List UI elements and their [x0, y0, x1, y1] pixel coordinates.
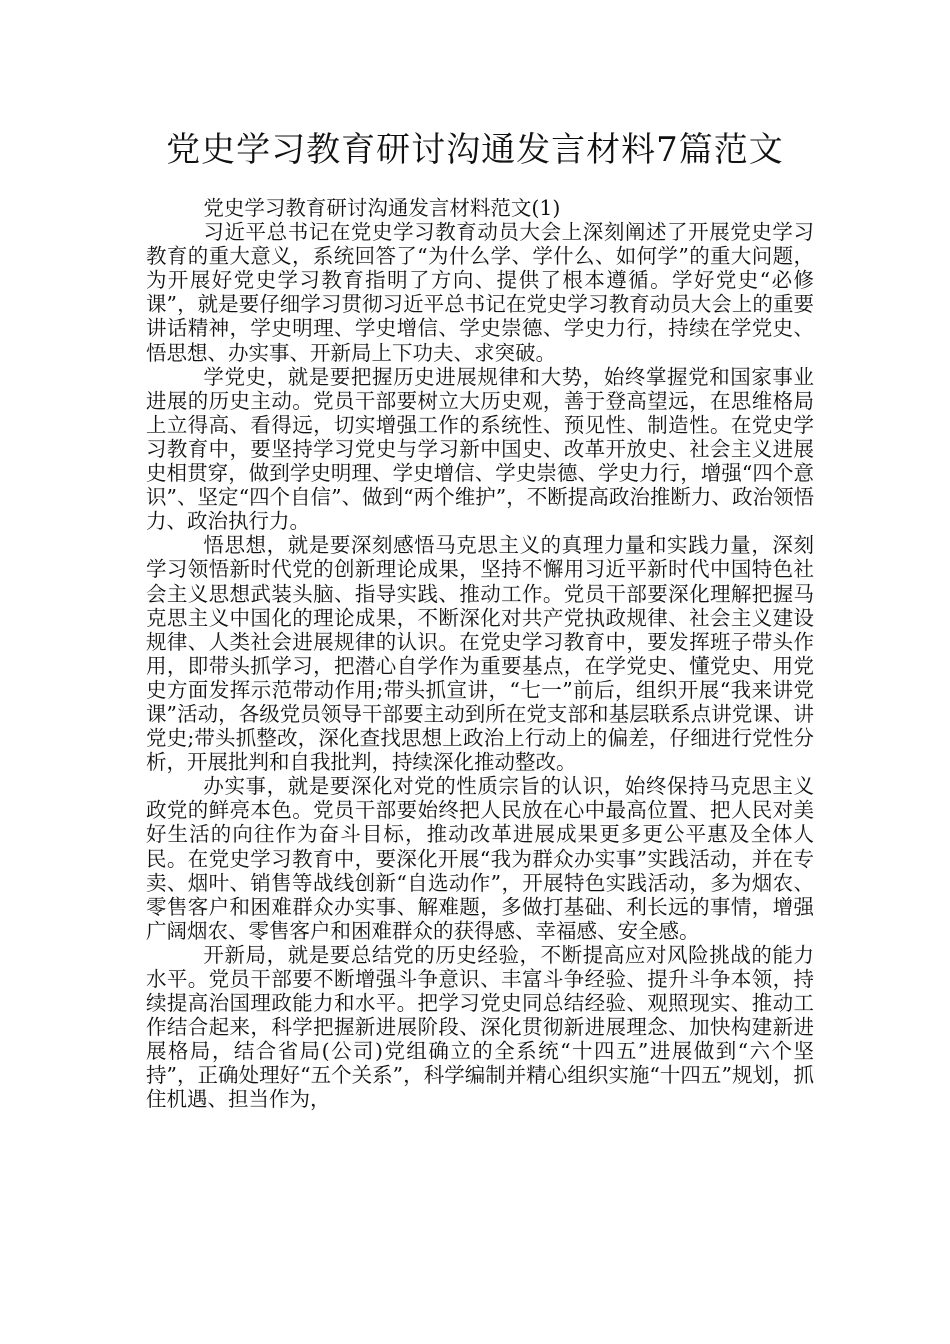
- paragraph: 开新局，就是要总结党的历史经验，不断提高应对风险挑战的能力水平。党员干部要不断增强斗争意识、丰富斗争经验、提升斗争本领，持续提高治国理政能力和水平。把学习党史同总结经验、观照现实、推动工作结合起来，科学把握新进展阶段、深化贯彻新进展理念、加快构建新进展格局，结合省局(公司)党组确立的全系统“十四五”进展做到“六个坚持”，正确处理好“五个关系”，科学编制并精心组织实施“十四五”规划，抓住机遇、担当作为，: [146, 942, 814, 1112]
- paragraph: 悟思想，就是要深刻感悟马克思主义的真理力量和实践力量，深刻学习领悟新时代党的创新理论成果，坚持不懈用习近平新时代中国特色社会主义思想武装头脑、指导实践、推动工作。党员干部要深化理解把握马克思主义中国化的理论成果，不断深化对共产党执政规律、社会主义建设规律、人类社会进展规律的认识。在党史学习教育中，要发挥班子带头作用，即带头抓学习，把潜心自学作为重要基点，在学党史、懂党史、用党史方面发挥示范带动作用;带头抓宣讲，“七一”前后，组织开展“我来讲党课”活动，各级党员领导干部要主动到所在党支部和基层联系点讲党课、讲党史;带头抓整改，深化查找思想上政治上行动上的偏差，仔细进行党性分析，开展批判和自我批判，持续深化推动整改。: [146, 533, 814, 775]
- section-heading: 党史学习教育研讨沟通发言材料范文(1): [203, 196, 561, 220]
- document-title: 党史学习教育研讨沟通发言材料7篇范文: [166, 130, 784, 170]
- paragraph: 办实事，就是要深化对党的性质宗旨的认识，始终保持马克思主义政党的鲜亮本色。党员干部要始终把人民放在心中最高位置、把人民对美好生活的向往作为奋斗目标，推动改革进展成果更多更公平惠及全体人民。在党史学习教育中，要深化开展“我为群众办实事”实践活动，并在专卖、烟叶、销售等战线创新“自选动作”，开展特色实践活动，多为烟农、零售客户和困难群众办实事、解难题，多做打基础、利长远的事情，增强广阔烟农、零售客户和困难群众的获得感、幸福感、安全感。: [146, 774, 814, 943]
- paragraph: 习近平总书记在党史学习教育动员大会上深刻阐述了开展党史学习教育的重大意义，系统回答了“为什么学、学什么、如何学”的重大问题，为开展好党史学习教育指明了方向、提供了根本遵循。学好党史“必修课”，就是要仔细学习贯彻习近平总书记在党史学习教育动员大会上的重要讲话精神，学史明理、学史增信、学史崇德、学史力行，持续在学党史、悟思想、办实事、开新局上下功夫、求突破。: [146, 220, 814, 365]
- document-body: [146, 196, 814, 1112]
- paragraph: 学党史，就是要把握历史进展规律和大势，始终掌握党和国家事业进展的历史主动。党员干部要树立大历史观，善于登高望远，在思维格局上立得高、看得远，切实增强工作的系统性、预见性、制造性。在党史学习教育中，要坚持学习党史与学习新中国史、改革开放史、社会主义进展史相贯穿，做到学史明理、学史增信、学史崇德、学史力行，增强“四个意识”、坚定“四个自信”、做到“两个维护”，不断提高政治推断力、政治领悟力、政治执行力。: [146, 364, 814, 534]
